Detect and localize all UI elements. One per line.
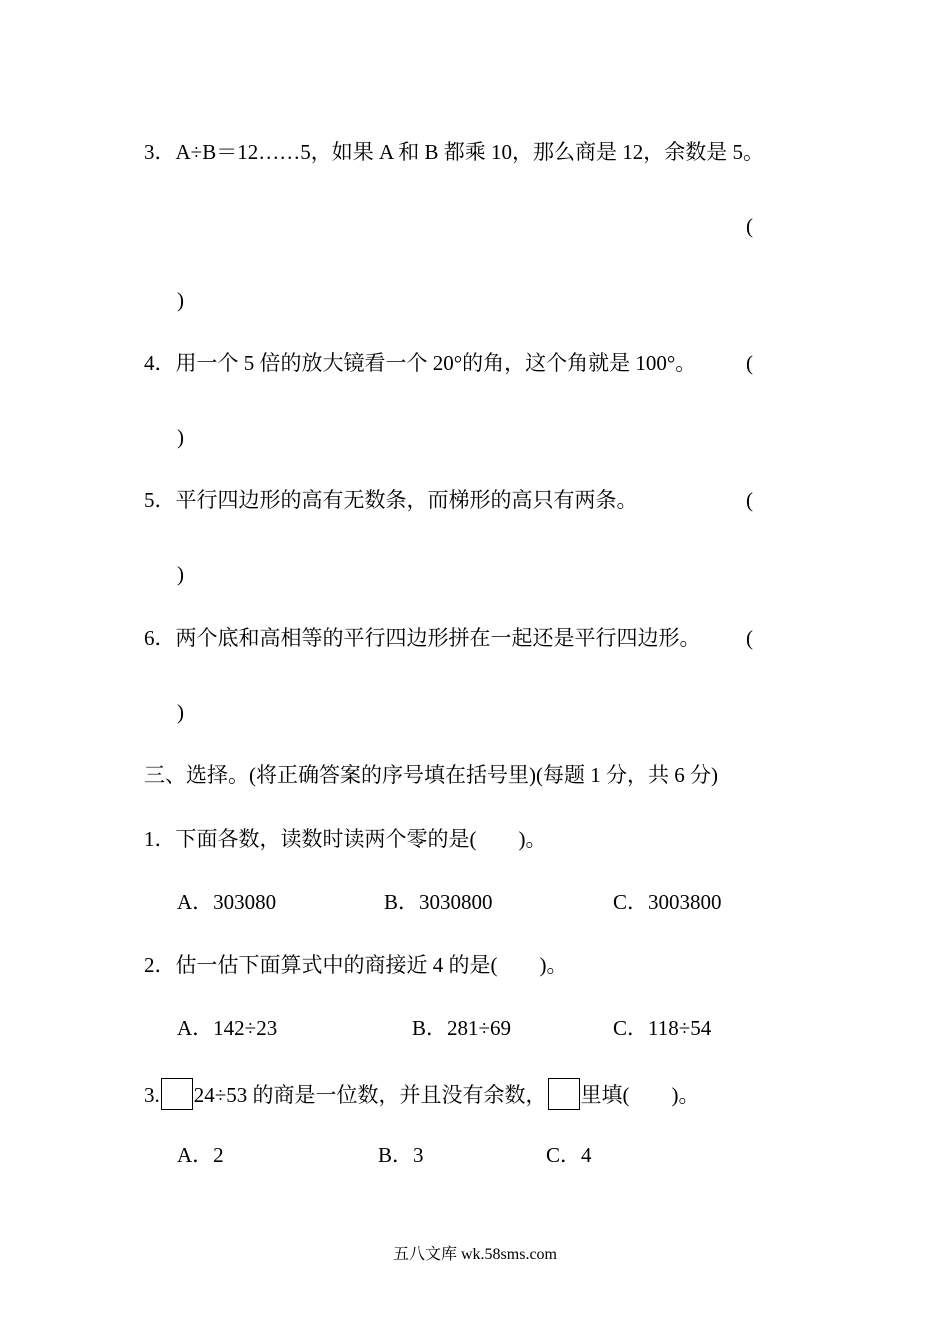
- question-number: 4．: [144, 351, 176, 375]
- page-footer: 五八文库 wk.58sms.com: [392, 1246, 557, 1263]
- option-b: B．3: [378, 1143, 424, 1167]
- question-5-judgment: [144, 487, 638, 513]
- question-4-judgment: [144, 350, 696, 376]
- question-text: 两个底和高相等的平行四边形拼在一起还是平行四边形。: [175, 626, 701, 650]
- option-a: A．2: [177, 1143, 224, 1167]
- question-number: 3．: [144, 140, 176, 164]
- answer-paren-close: ): [177, 288, 184, 312]
- question-number: 3.: [144, 1083, 160, 1107]
- option-c: C．118÷54: [613, 1016, 712, 1040]
- question-text: 平行四边形的高有无数条，而梯形的高只有两条。: [175, 488, 638, 512]
- question-number: 5．: [144, 488, 176, 512]
- question-text: 用一个 5 倍的放大镜看一个 20°的角，这个角就是 100°。: [175, 351, 697, 375]
- option-a: A．142÷23: [177, 1016, 278, 1040]
- section-heading: 三、选择。(将正确答案的序号填在括号里)(每题 1 分，共 6 分): [144, 763, 718, 787]
- answer-paren-close: ): [177, 562, 184, 586]
- choice-question-3: [144, 1078, 700, 1110]
- option-b: B．281÷69: [412, 1016, 512, 1040]
- question-number: 6．: [144, 626, 176, 650]
- question-6-judgment: [144, 625, 701, 651]
- answer-paren-open: (: [746, 488, 753, 512]
- answer-paren-close: ): [177, 425, 184, 449]
- answer-paren-open: (: [746, 351, 753, 375]
- choice-question-2: 2．估一估下面算式中的商接近 4 的是( )。: [144, 953, 568, 977]
- answer-paren-close: ): [177, 700, 184, 724]
- question-text-part1: 24÷53 的商是一位数，并且没有余数，: [193, 1083, 547, 1107]
- question-3-judgment: [144, 139, 764, 165]
- blank-box: [548, 1078, 580, 1110]
- question-text-part2: 里填( )。: [580, 1083, 700, 1107]
- answer-paren-open: (: [746, 626, 753, 650]
- blank-box: [161, 1078, 193, 1110]
- choice-question-1: 1．下面各数，读数时读两个零的是( )。: [144, 827, 547, 851]
- option-c: C．3003800: [613, 890, 722, 914]
- question-text: A÷B＝12……5，如果 A 和 B 都乘 10，那么商是 12，余数是 5。: [175, 140, 764, 164]
- answer-paren-open: (: [746, 214, 753, 238]
- option-b: B．3030800: [384, 890, 493, 914]
- option-a: A．303080: [177, 890, 277, 914]
- option-c: C．4: [546, 1143, 592, 1167]
